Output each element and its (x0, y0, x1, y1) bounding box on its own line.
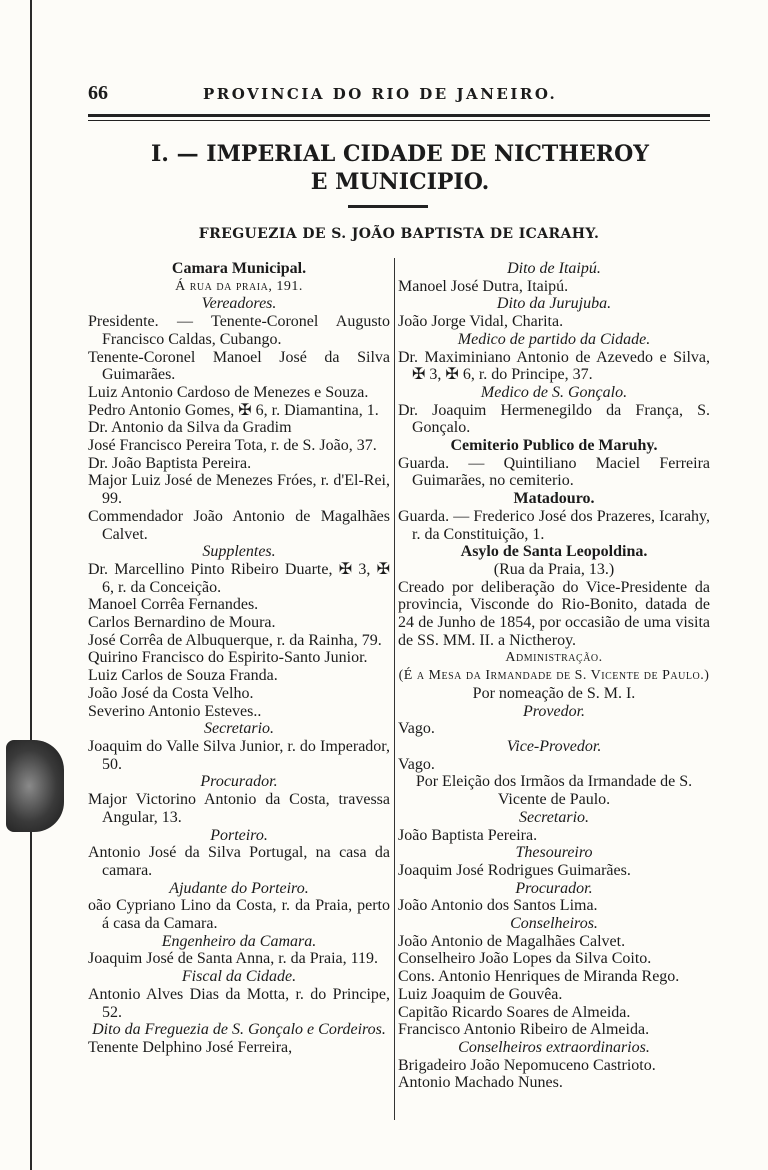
entry-line: Ajudante do Porteiro. (169, 879, 309, 897)
entry-line: Camara Municipal. (171, 260, 307, 277)
column-divider (394, 258, 395, 1120)
section-title-line2: E MUNICIPIO. (310, 169, 490, 195)
entry-line: Dr. Antonio da Silva da Gradim (88, 419, 292, 437)
entry-line: Brigadeiro João Nepomuceno Castrioto. (398, 1056, 656, 1074)
entry-line: Administração. (505, 650, 603, 666)
entry-line: João Antonio dos Santos Lima. (398, 897, 598, 915)
entry-line: Secretario. (518, 808, 590, 826)
entry-line: (É a Mesa da Irmandade de S. Vicente de Paulo.) (398, 668, 710, 684)
entry-line: Guarda. — Quintiliano Maciel Ferreira Guimarães, no cemiterio. (398, 454, 710, 490)
entry-line: Francisco Antonio Ribeiro de Almeida. (398, 1021, 650, 1039)
entry-line: Dr. João Baptista Pereira. (88, 454, 252, 472)
entry-line: Tenente Delphino José Ferreira, (88, 1038, 293, 1056)
entry-line: Supplentes. (202, 543, 276, 561)
entry-line: Cemiterio Publico de Maruhy. (450, 437, 658, 455)
entry-line: Vereadores. (201, 295, 277, 313)
entry-line: Porteiro. (210, 826, 268, 844)
entry-line: Joaquim do Valle Silva Junior, r. do Imperador, 50. (88, 737, 390, 773)
section-title (100, 140, 700, 196)
entry-line: Guarda. — Frederico José dos Prazeres, Icarahy, r. da Constituição, 1. (398, 507, 710, 543)
entry-line: Dr. Joaquim Hermenegildo da França, S. Gonçalo. (398, 401, 710, 437)
entry-line: José Francisco Pereira Tota, r. de S. João, 37. (88, 437, 377, 455)
entry-line: Matadouro. (513, 490, 595, 508)
entry-line: João Baptista Pereira. (398, 826, 538, 844)
entry-line: José Corrêa de Albuquerque, r. da Rainha, 79. (88, 631, 382, 649)
entry-line: Tenente-Coronel Manoel José da Silva Guimarães. (88, 348, 390, 384)
entry-line: Luiz Joaquim de Gouvêa. (398, 985, 563, 1003)
entry-line: João Antonio de Magalhães Calvet. (398, 932, 626, 950)
header-rule-thick (88, 114, 710, 117)
parish-heading: FREGUEZIA DE S. JOÃO BAPTISTA DE ICARAHY. (198, 226, 600, 242)
entry-line: Fiscal da Cidade. (181, 968, 297, 986)
entry-line: Dito da Jurujuba. (496, 295, 612, 313)
entry-line: João Jorge Vidal, Charita. (398, 313, 564, 331)
page-number: 66 (88, 82, 108, 104)
entry-line: Manoel José Dutra, Itaipú. (398, 277, 569, 295)
entry-line: Quirino Francisco do Espirito-Santo Junior. (88, 649, 368, 667)
book-spine-edge (30, 0, 32, 1170)
header-rule-thin (88, 120, 710, 121)
entry-line: oão Cypriano Lino da Costa, r. da Praia, perto á casa da Camara. (88, 897, 390, 933)
entry-line: Procurador. (515, 879, 593, 897)
entry-line: Asylo de Santa Leopoldina. (460, 543, 648, 561)
entry-line: Capitão Ricardo Soares de Almeida. (398, 1003, 631, 1021)
entry-line: Conselheiro João Lopes da Silva Coito. (398, 950, 652, 968)
entry-line: Secretario. (203, 720, 275, 738)
right-column (398, 260, 710, 1092)
entry-line: Carlos Bernardino de Moura. (88, 614, 276, 632)
binding-clip (6, 740, 64, 832)
entry-line: Presidente. — Tenente-Coronel Augusto Francisco Caldas, Cubango. (88, 313, 390, 348)
entry-line: João José da Costa Velho. (88, 684, 254, 702)
entry-line: Conselheiros. (510, 915, 598, 933)
entry-line: Antonio Alves Dias da Motta, r. do Principe, 52. (88, 985, 390, 1021)
entry-line: Pedro Antonio Gomes, ✠ 6, r. Diamantina, 1. (88, 401, 379, 419)
entry-line: Antonio José da Silva Portugal, na casa da camara. (88, 844, 390, 879)
entry-line: Á rua da praia, 191. (175, 278, 303, 294)
entry-line: Por nomeação de S. M. I. (472, 684, 636, 702)
entry-line: Provedor. (522, 702, 586, 720)
entry-line: Major Victorino Antonio da Costa, travessa Angular, 13. (88, 791, 390, 826)
entry-line: Vago. (398, 755, 435, 773)
entry-line: Procurador. (200, 773, 278, 791)
entry-line: Luiz Antonio Cardoso de Menezes e Souza. (88, 383, 369, 401)
entry-line: Antonio Machado Nunes. (398, 1074, 563, 1092)
entry-line: Dito da Freguezia de S. Gonçalo e Cordeiros. (92, 1021, 386, 1039)
entry-line: Dr. Maximiniano Antonio de Azevedo e Silva, ✠ 3, ✠ 6, r. do Principe, 37. (398, 348, 710, 384)
section-title-line1: I. — IMPERIAL CIDADE DE NICTHEROY (151, 141, 649, 167)
running-header (88, 82, 708, 110)
entry-line: Engenheiro da Camara. (161, 932, 317, 950)
entry-line: Joaquim José de Santa Anna, r. da Praia, 119. (88, 950, 379, 968)
entry-line: Severino Antonio Esteves.. (88, 702, 262, 720)
entry-line: Vice-Provedor. (506, 737, 602, 755)
entry-line: Medico de S. Gonçalo. (480, 383, 628, 401)
entry-line: Dito de Itaipú. (507, 260, 601, 277)
title-rule (348, 205, 428, 208)
entry-line: Joaquim José Rodrigues Guimarães. (398, 861, 631, 879)
entry-line: Luiz Carlos de Souza Franda. (88, 667, 278, 685)
entry-line: Creado por deliberação do Vice-Presidente da provincia, Visconde do Rio-Bonito, datada de 24 de Junho de 1854, por occasião de uma visita de SS. MM. II. a Nictheroy. (398, 578, 710, 649)
entry-line: Dr. Marcellino Pinto Ribeiro Duarte, ✠ 3, ✠ 6, r. da Conceição. (88, 560, 390, 596)
entry-line: Por Eleição dos Irmãos da Irmandade de S. Vicente de Paulo. (415, 773, 693, 809)
running-title: PROVINCIA DO RIO DE JANEIRO. (203, 85, 558, 103)
left-column (88, 260, 390, 1057)
entry-line: Major Luiz José de Menezes Fróes, r. d'El-Rei, 99. (88, 472, 390, 508)
entry-line: Vago. (398, 720, 435, 738)
entry-line: Thesoureiro (515, 844, 593, 862)
entry-line: Cons. Antonio Henriques de Miranda Rego. (398, 968, 680, 986)
entry-line: Commendador João Antonio de Magalhães Calvet. (88, 507, 390, 543)
entry-line: Medico de partido da Cidade. (457, 330, 651, 348)
entry-line: Manoel Corrêa Fernandes. (88, 596, 259, 614)
entry-line: (Rua da Praia, 13.) (493, 560, 615, 578)
entry-line: Conselheiros extraordinarios. (458, 1038, 650, 1056)
